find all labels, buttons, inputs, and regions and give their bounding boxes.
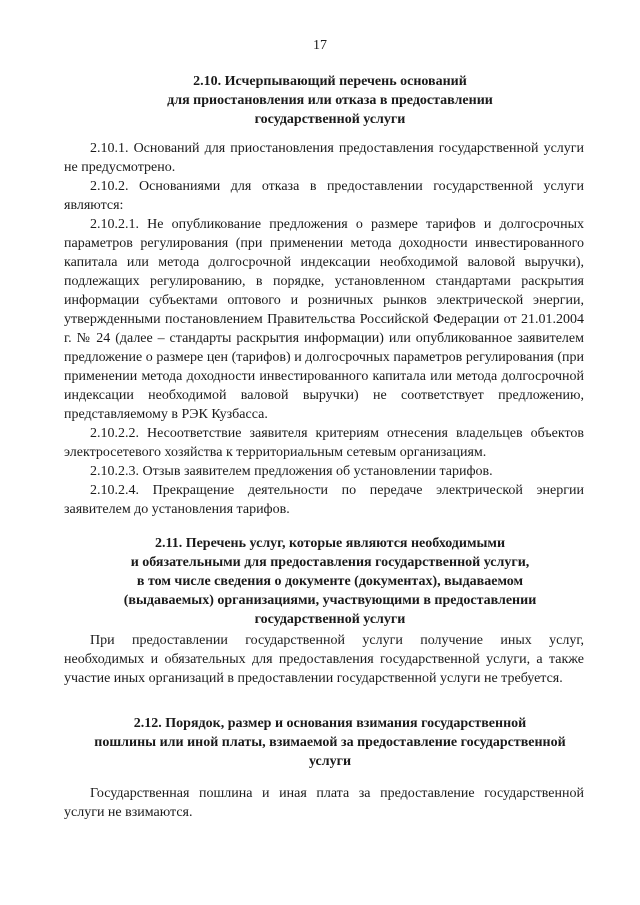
heading-line: государственной услуги bbox=[254, 112, 406, 127]
paragraph-2-10-2-4: 2.10.2.4. Прекращение деятельности по передаче электрической энергии заявителем до установления тарифов. bbox=[64, 483, 584, 517]
heading-line: (выдаваемых) организациями, участвующими в предоставлении bbox=[123, 593, 537, 608]
section-2-10-heading bbox=[60, 72, 600, 129]
paragraph-2-10-2-1: 2.10.2.1. Не опубликование предложения о размере тарифов и долгосрочных параметров регулирования (при применении метода доходности инвестированного капитала или метода долгосрочной индексации необходимой валовой выручки), подлежащих регулированию, в порядке, установленном стандартами раскрытия информации субъектами оптового и розничных рынков электрической энергии, утвержденными постановлением Правительства Российской Федерации от 21.01.2004 г. № 24 (далее – стандарты раскрытия информации) или опубликованное заявителем предложение о размере цен (тарифов) и долгосрочных параметров регулирования (при применении метода доходности инвестированного капитала или метода долгосрочной индексации необходимой валовой выручки) не соответствует предложению, представляемому в РЭК Кузбасса. bbox=[64, 217, 584, 422]
heading-line: 2.10. Исчерпывающий перечень оснований bbox=[193, 74, 467, 89]
paragraph-2-10-2-3: 2.10.2.3. Отзыв заявителем предложения об установлении тарифов. bbox=[90, 464, 493, 479]
paragraph-2-10-2-2: 2.10.2.2. Несоответствие заявителя критериям отнесения владельцев объектов электросетевого хозяйства к территориальным сетевым организациям. bbox=[64, 426, 584, 460]
paragraph-2-12-body: Государственная пошлина и иная плата за предоставление государственной услуги не взимаются. bbox=[64, 786, 584, 820]
section-2-12-heading bbox=[60, 714, 600, 771]
heading-line: пошлины или иной платы, взимаемой за предоставление государственной bbox=[94, 735, 566, 750]
section-2-11-heading bbox=[60, 534, 600, 629]
heading-line: 2.11. Перечень услуг, которые являются необходимыми bbox=[154, 536, 506, 551]
paragraph-2-11-body: При предоставлении государственной услуги получение иных услуг, необходимых и обязательных для предоставления государственной услуги, а также участие иных организаций в предоставлении государственной услуги не требуется. bbox=[64, 633, 584, 686]
heading-line: государственной услуги bbox=[254, 612, 406, 627]
paragraph-2-10-2: 2.10.2. Основаниями для отказа в предоставлении государственной услуги являются: bbox=[64, 179, 584, 213]
heading-line: для приостановления или отказа в предоставлении bbox=[167, 93, 493, 108]
heading-line: 2.12. Порядок, размер и основания взимания государственной bbox=[133, 716, 527, 731]
paragraph-2-10-1: 2.10.1. Оснований для приостановления предоставления государственной услуги не предусмотрено. bbox=[64, 141, 584, 175]
heading-line: в том числе сведения о документе (документах), выдаваемом bbox=[136, 574, 524, 589]
page-number: 17 bbox=[313, 38, 327, 53]
heading-line: и обязательными для предоставления государственной услуги, bbox=[130, 555, 530, 570]
heading-line: услуги bbox=[308, 754, 352, 769]
